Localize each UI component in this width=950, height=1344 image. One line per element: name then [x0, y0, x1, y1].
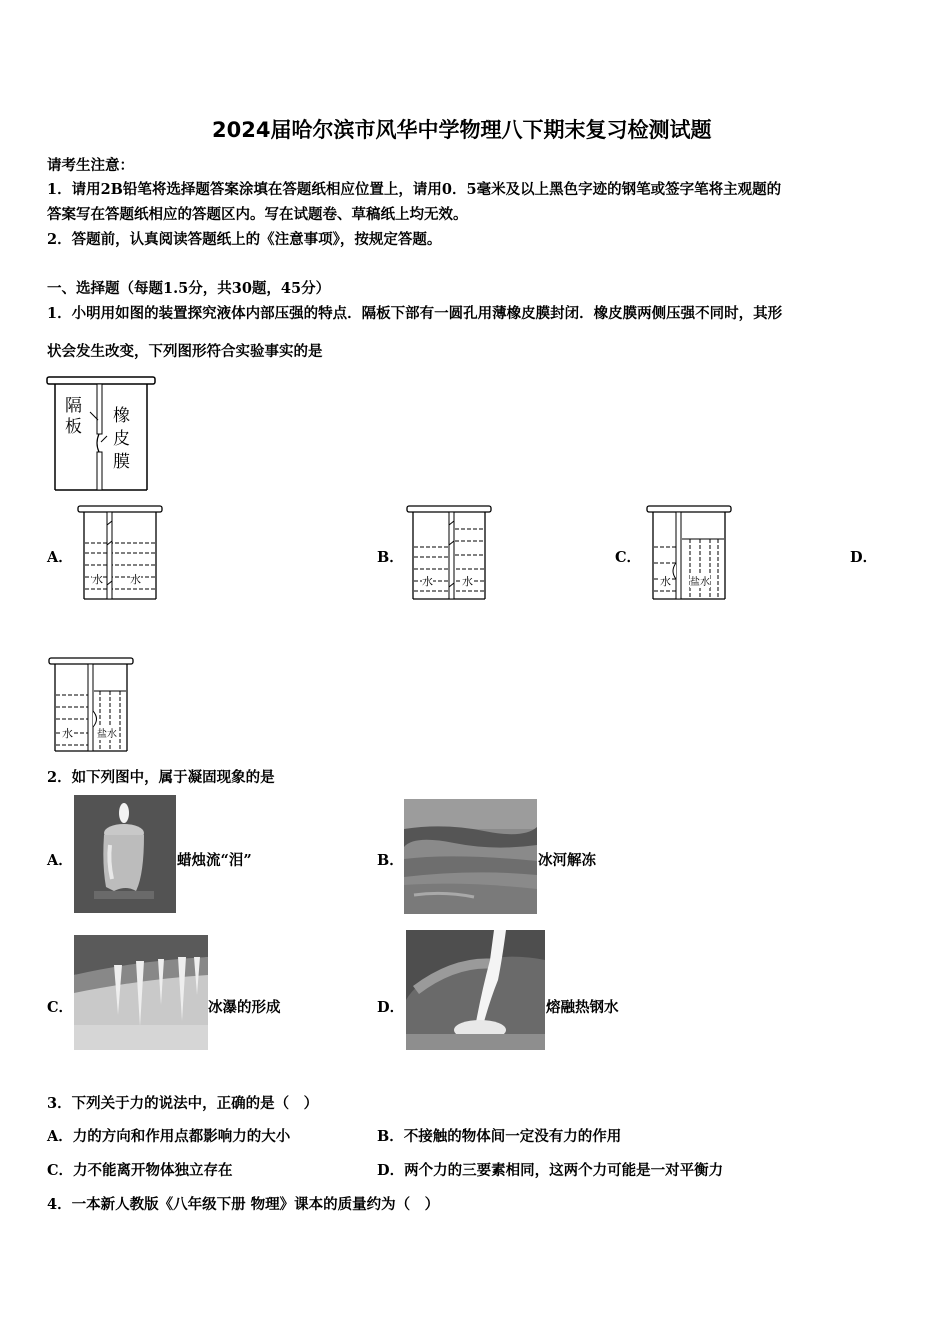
q1-a-right-liquid: 水 [130, 573, 141, 586]
notice-line-1b: 答案写在答题纸相应的答题区内。写在试题卷、草稿纸上均无效。 [47, 206, 468, 223]
q3-option-b[interactable] [377, 1125, 621, 1146]
q3-option-a-letter: A． [47, 1128, 73, 1145]
q3-option-d-text: 两个力的三要素相同，这两个力可能是一对平衡力 [404, 1162, 724, 1179]
river-thaw-photo [404, 799, 537, 914]
q1-c-right-liquid: 盐水 [690, 573, 710, 588]
q1-option-d-diagram[interactable] [48, 657, 134, 753]
q1-option-c-diagram[interactable] [646, 505, 732, 601]
ice-waterfall-photo [74, 935, 208, 1050]
q2-option-d-letter[interactable]: D． [377, 999, 405, 1016]
q1-text-line1: 1．小明用如图的装置探究液体内部压强的特点．隔板下部有一圆孔用薄橡皮膜封闭．橡皮膜两侧压强不同时，其形 [47, 305, 783, 322]
q2-option-a-letter[interactable]: A． [47, 852, 73, 869]
q2-option-b-letter[interactable]: B． [377, 852, 404, 869]
q1-option-d-letter[interactable]: D． [850, 549, 878, 566]
q2-d-caption: 熔融热钢水 [546, 999, 619, 1016]
q2-option-c-letter[interactable]: C． [47, 999, 74, 1016]
q3-option-c-letter: C． [47, 1162, 74, 1179]
q1-d-left-liquid: 水 [62, 727, 73, 740]
candle-photo [74, 795, 176, 913]
partition-label: 隔板 [65, 396, 82, 437]
notice-line-1: 1．请用2B铅笔将选择题答案涂填在答题纸相应位置上，请用0．5毫米及以上黑色字迹的钢笔或签字笔将主观题的 [47, 181, 782, 198]
q1-option-c-letter[interactable]: C． [615, 549, 642, 566]
q1-option-a-letter[interactable]: A． [47, 549, 73, 566]
q3-option-c-text: 力不能离开物体独立存在 [73, 1162, 233, 1179]
q3-option-c[interactable] [47, 1159, 233, 1180]
q1-option-b-letter[interactable]: B． [377, 549, 404, 566]
q1-d-right-liquid: 盐水 [97, 725, 117, 740]
q1-text-line2: 状会发生改变，下列图形符合实验事实的是 [47, 343, 323, 360]
q4-text: 4．一本新人教版《八年级下册 物理》课本的质量约为（ ） [47, 1196, 440, 1213]
apparatus-diagram [45, 376, 157, 494]
q3-option-a[interactable] [47, 1125, 290, 1146]
section-heading: 一、选择题（每题1.5分，共30题，45分） [47, 280, 331, 297]
membrane-label: 橡皮膜 [113, 406, 130, 472]
notice-line-2: 2．答题前，认真阅读答题纸上的《注意事项》，按规定答题。 [47, 231, 442, 248]
q3-text: 3．下列关于力的说法中，正确的是（ ） [47, 1095, 319, 1112]
q1-b-right-liquid: 水 [462, 575, 473, 588]
notice-heading: 请考生注意： [47, 157, 134, 174]
page-title: 2024届哈尔滨市风华中学物理八下期末复习检测试题 [212, 118, 712, 142]
q2-c-caption: 冰瀑的形成 [208, 999, 281, 1016]
q1-b-left-liquid: 水 [422, 575, 433, 588]
q1-c-left-liquid: 水 [660, 575, 671, 588]
q1-a-left-liquid: 水 [92, 573, 103, 586]
q2-a-caption: 蜡烛流“泪” [177, 852, 252, 869]
molten-steel-photo [406, 930, 545, 1050]
q2-text: 2．如下列图中，属于凝固现象的是 [47, 769, 275, 786]
q3-option-b-text: 不接触的物体间一定没有力的作用 [403, 1128, 622, 1145]
q3-option-d[interactable] [377, 1159, 723, 1180]
q3-option-d-letter: D． [377, 1162, 405, 1179]
q1-option-a-diagram[interactable] [77, 505, 163, 601]
q1-option-b-diagram[interactable] [406, 505, 492, 601]
q3-option-b-letter: B． [377, 1128, 404, 1145]
q2-b-caption: 冰河解冻 [538, 852, 596, 869]
q3-option-a-text: 力的方向和作用点都影响力的大小 [72, 1128, 291, 1145]
